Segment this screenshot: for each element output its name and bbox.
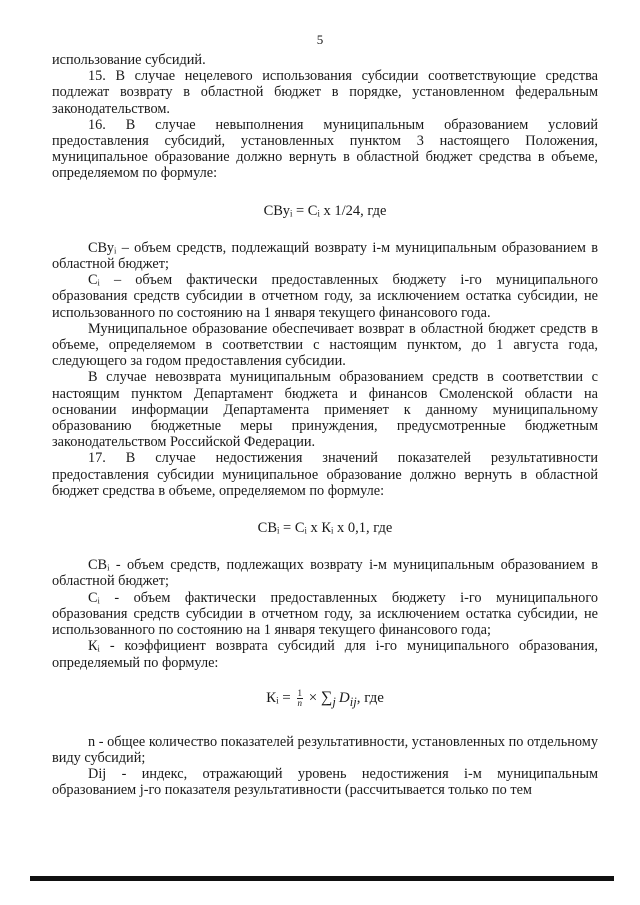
definition-svu: СВуᵢ – объем средств, подлежащий возврату i-м муниципальным образованием в областной бюджет; — [52, 239, 598, 273]
definition-ci-2: Cᵢ - объем фактически предоставленных бюджету i-го муниципального образования средств субсидии в отчетном году, за исключением остатка субсидии, не использованного по состоянию на 1 января текущего финансового года; — [52, 589, 598, 639]
term-d-subscript: ij — [349, 694, 357, 709]
paragraph-15: 15. В случае нецелевого использования субсидии соответствующие средства подлежат возврату в областной бюджет в порядке, установленном федеральным законодательством. — [52, 68, 598, 117]
formula-sv: СВᵢ = Cᵢ х Кᵢ х 0,1, где — [257, 520, 393, 537]
definition-k: Кᵢ - коэффициент возврата субсидий для i-го муниципального образования, определяемый по формуле: — [52, 638, 598, 671]
bottom-rule — [30, 876, 614, 881]
definition-ci-1: Cᵢ – объем фактически предоставленных бюджету i-го муниципального образования средств субсидии в отчетном году, за исключением остатка субсидии, не использованного по состоянию на 1 января текущего финансового года. — [52, 272, 598, 321]
paragraph-nonreturn: В случае невозврата муниципальным образованием средств в соответствии с настоящим пунктом Департамент бюджета и финансов Смоленской области на основании информации Департамента применяет к данному муниципальному образованию бюджетные меры принуждения, предусмотренные бюджетным законодательством Российской Федерации. — [52, 369, 598, 451]
paragraph-return: Муниципальное образование обеспечивает возврат в областной бюджет средств в объеме, определяемом в соответствии с настоящим пунктом, до 1 августа года, следующего за годом предоставления субсидии. — [52, 320, 598, 370]
term-d: D — [338, 689, 350, 706]
page-number: 5 — [316, 32, 324, 47]
sum-symbol: ∑ — [320, 688, 333, 706]
definition-dij: Dij - индекс, отражающий уровень недостижения i-м муниципальным образованием j-го показателя результативности (рассчитывается только по тем — [52, 766, 598, 799]
definition-n: n - общее количество показателей результативности, установленных по отдельному виду субсидий; — [52, 733, 598, 767]
formula-k — [52, 689, 598, 710]
paragraph-17: 17. В случае недостижения значений показателей результативности предоставления субсидии муниципальное образование должно вернуть в областной бюджет средства в объеме, определяемом по формуле: — [52, 450, 598, 499]
formula-svu: СВуᵢ = Cᵢ х 1/24, где — [263, 202, 387, 219]
sum-subscript: j — [332, 694, 336, 709]
paragraph-16: 16. В случае невыполнения муниципальным образованием условий предоставления субсидий, установленных пунктом 3 настоящего Положения, муниципальное образование должно вернуть в областной бюджет средства в объеме, определяемом по формуле: — [52, 116, 598, 182]
formula-k-fraction — [297, 689, 304, 708]
fraction-numerator: 1 — [297, 687, 303, 698]
formula-k-lhs: Кᵢ = — [266, 689, 295, 706]
definition-sv: СВᵢ - объем средств, подлежащих возврату i-м муниципальным образованием в областной бюджет; — [52, 557, 598, 590]
document-body — [52, 52, 598, 799]
formula-k-times: × — [305, 689, 321, 706]
formula-k-tail: , где — [356, 689, 384, 706]
paragraph-continuation: использование субсидий. — [52, 52, 206, 68]
fraction-denominator: n — [297, 697, 303, 708]
